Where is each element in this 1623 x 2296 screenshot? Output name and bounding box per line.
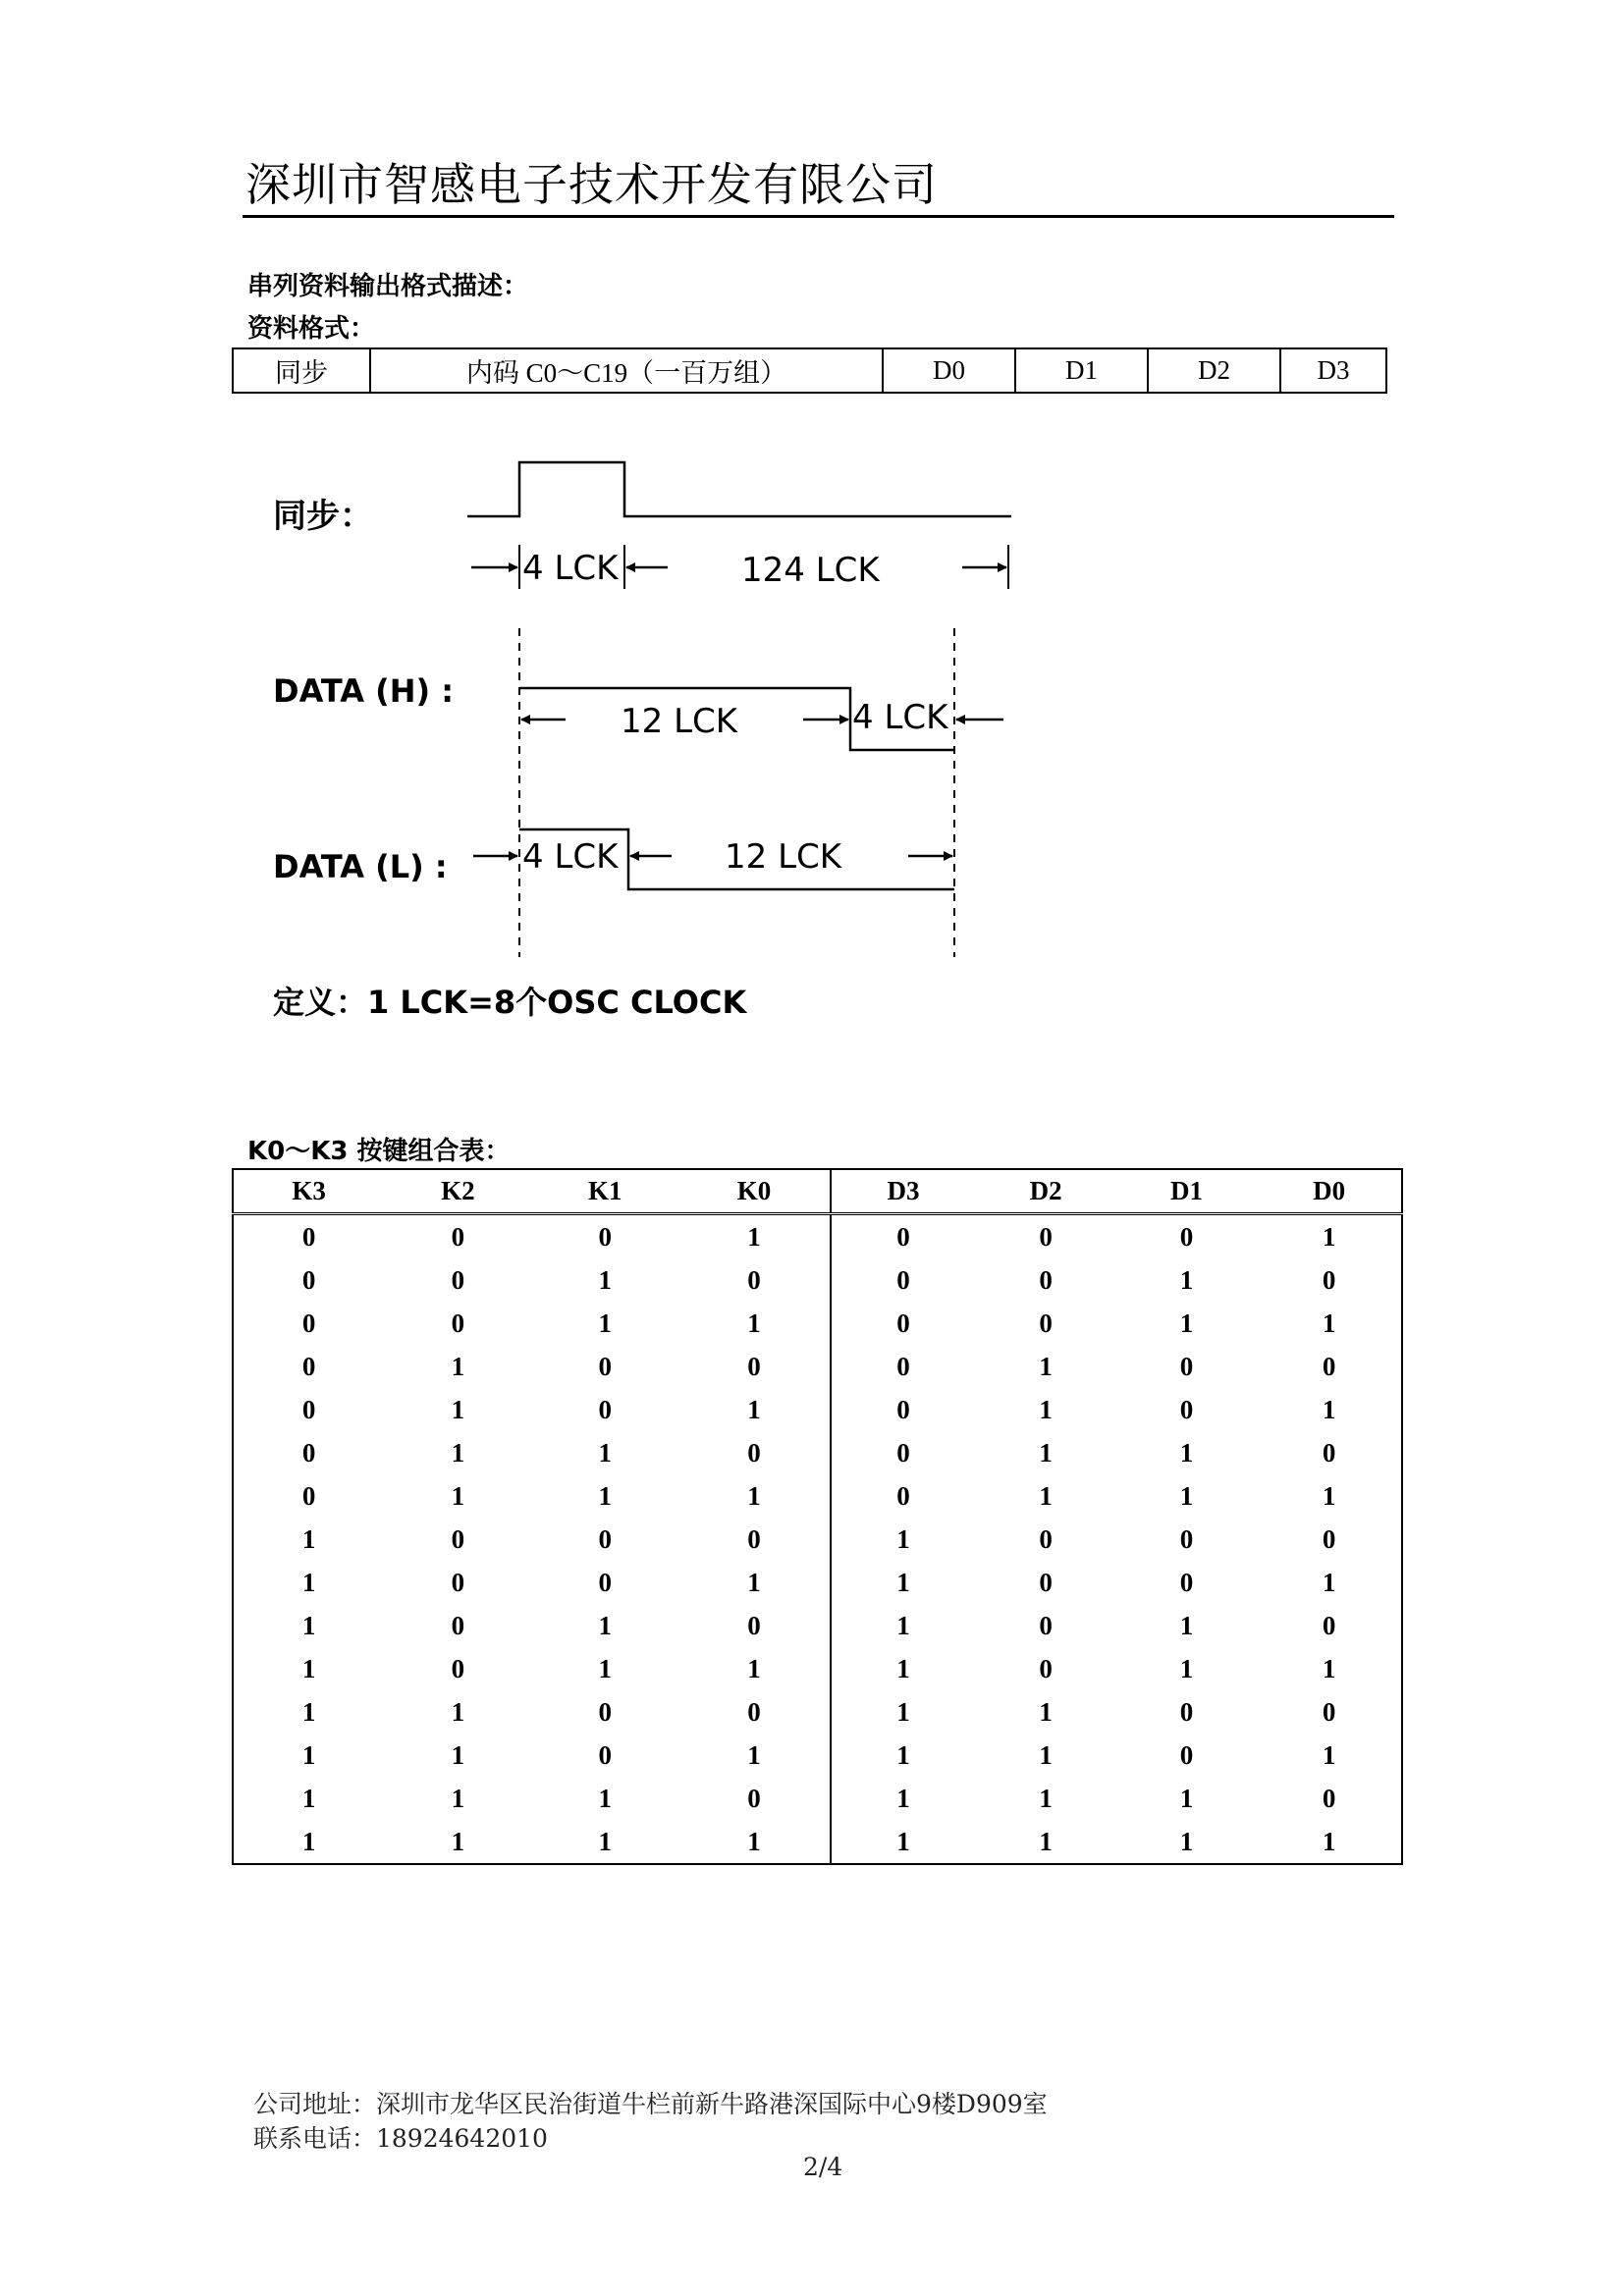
column-header-k2: K2 — [384, 1169, 531, 1214]
table-cell: 1 — [1322, 1308, 1336, 1338]
table-cell: 0 — [301, 1394, 316, 1424]
table-cell: 0 — [598, 1351, 613, 1381]
table-cell: 1 — [301, 1610, 316, 1640]
table-cell: 1 — [1039, 1480, 1053, 1511]
format-subtitle: 资料格式： — [247, 314, 376, 344]
table-cell: 1 — [1322, 1480, 1336, 1511]
table-row — [233, 1690, 1402, 1734]
table-cell: 1 — [1322, 1221, 1336, 1252]
table-cell: 1 — [747, 1826, 761, 1856]
table-cell: 1 — [1039, 1826, 1053, 1856]
table-cell: 1 — [747, 1739, 761, 1770]
table-cell: 1 — [1039, 1437, 1053, 1468]
table-cell: 0 — [598, 1523, 613, 1554]
table-cell: 0 — [301, 1308, 316, 1338]
table-cell: 0 — [1179, 1394, 1194, 1424]
table-cell: 0 — [1179, 1523, 1194, 1554]
table-cell: 0 — [831, 1302, 976, 1345]
table-cell: 0 — [747, 1264, 761, 1295]
table-cell: 0 — [451, 1653, 465, 1683]
table-row — [233, 1214, 1402, 1259]
table-cell: 0 — [747, 1523, 761, 1554]
table-cell: 1 — [451, 1351, 465, 1381]
table-cell: 1 — [747, 1221, 761, 1252]
table-cell: 1 — [1322, 1739, 1336, 1770]
format-cell-code: 内码 C0～C19（一百万组） — [370, 348, 883, 393]
table-cell: 1 — [831, 1647, 976, 1690]
table-cell: 0 — [1039, 1523, 1053, 1554]
data-h-label: DATA (H) : — [273, 672, 455, 710]
table-cell: 0 — [451, 1308, 465, 1338]
column-header-k1: K1 — [531, 1169, 678, 1214]
table-cell: 0 — [747, 1696, 761, 1727]
column-header-d1: D1 — [1116, 1169, 1257, 1214]
table-cell: 1 — [1179, 1610, 1194, 1640]
format-cell-d0: D0 — [883, 348, 1015, 393]
table-cell: 0 — [1039, 1221, 1053, 1252]
table-cell: 1 — [831, 1734, 976, 1777]
key-combination-table — [232, 1168, 1403, 1865]
table-cell: 1 — [451, 1696, 465, 1727]
table-cell: 0 — [1179, 1567, 1194, 1597]
table-cell: 0 — [1322, 1610, 1336, 1640]
company-title: 深圳市智感电子技术开发有限公司 — [245, 158, 938, 211]
table-cell: 0 — [301, 1437, 316, 1468]
table-cell: 1 — [831, 1561, 976, 1604]
table-cell: 0 — [301, 1264, 316, 1295]
table-cell: 1 — [1179, 1308, 1194, 1338]
table-cell: 0 — [1322, 1523, 1336, 1554]
table-cell: 0 — [747, 1610, 761, 1640]
format-cell-sync: 同步 — [233, 348, 370, 393]
table-cell: 1 — [747, 1308, 761, 1338]
table-cell: 1 — [598, 1308, 613, 1338]
table-cell: 0 — [451, 1264, 465, 1295]
table-row — [233, 1777, 1402, 1820]
table-cell: 0 — [1039, 1567, 1053, 1597]
table-cell: 1 — [1179, 1437, 1194, 1468]
table-cell: 0 — [1039, 1308, 1053, 1338]
table-cell: 0 — [831, 1345, 976, 1388]
table-cell: 1 — [598, 1783, 613, 1813]
table-cell: 1 — [598, 1480, 613, 1511]
table-cell: 1 — [1322, 1826, 1336, 1856]
table-row — [233, 1474, 1402, 1518]
table-cell: 1 — [301, 1826, 316, 1856]
table-cell: 1 — [1039, 1351, 1053, 1381]
table-cell: 1 — [301, 1523, 316, 1554]
table-cell: 1 — [1322, 1394, 1336, 1424]
company-address: 公司地址：深圳市龙华区民治街道牛栏前新牛路港深国际中心9楼D909室 — [253, 2090, 1048, 2118]
table-cell: 1 — [301, 1653, 316, 1683]
table-cell: 0 — [598, 1567, 613, 1597]
table-row — [233, 1258, 1402, 1302]
table-cell: 1 — [1039, 1783, 1053, 1813]
table-row — [233, 1518, 1402, 1561]
table-cell: 1 — [301, 1783, 316, 1813]
table-cell: 0 — [831, 1258, 976, 1302]
table-cell: 0 — [1322, 1264, 1336, 1295]
table-cell: 1 — [451, 1480, 465, 1511]
table-cell: 1 — [598, 1653, 613, 1683]
table-cell: 1 — [747, 1567, 761, 1597]
table-cell: 0 — [598, 1696, 613, 1727]
data-l-label: DATA (L) : — [273, 848, 448, 885]
table-cell: 1 — [598, 1437, 613, 1468]
table-cell: 0 — [1322, 1783, 1336, 1813]
table-header-row — [233, 1169, 1402, 1214]
table-cell: 0 — [1039, 1264, 1053, 1295]
table-row — [233, 1388, 1402, 1431]
format-section-title: 串列资料输出格式描述： — [247, 272, 529, 301]
table-cell: 1 — [598, 1826, 613, 1856]
table-cell: 0 — [1039, 1610, 1053, 1640]
table-cell: 1 — [1179, 1826, 1194, 1856]
table-row — [233, 1345, 1402, 1388]
table-cell: 1 — [831, 1820, 976, 1864]
timing-diagram — [0, 0, 1623, 1080]
table-cell: 1 — [747, 1394, 761, 1424]
table-row — [233, 1302, 1402, 1345]
table-cell: 0 — [1322, 1437, 1336, 1468]
table-cell: 0 — [451, 1567, 465, 1597]
table-cell: 0 — [451, 1523, 465, 1554]
table-cell: 1 — [1039, 1696, 1053, 1727]
table-cell: 1 — [598, 1264, 613, 1295]
table-cell: 0 — [301, 1351, 316, 1381]
column-header-k0: K0 — [678, 1169, 830, 1214]
table-cell: 1 — [1322, 1653, 1336, 1683]
table-cell: 1 — [831, 1777, 976, 1820]
table-row — [233, 1820, 1402, 1864]
table-cell: 0 — [598, 1739, 613, 1770]
format-cell-d3: D3 — [1280, 348, 1386, 393]
table-cell: 0 — [598, 1394, 613, 1424]
sync-waveform — [467, 462, 1011, 516]
table-cell: 0 — [747, 1351, 761, 1381]
table-row — [233, 1647, 1402, 1690]
table-cell: 0 — [1179, 1221, 1194, 1252]
table-body — [233, 1214, 1402, 1865]
sync-pulse-label: 4 LCK — [522, 549, 619, 588]
table-cell: 1 — [451, 1394, 465, 1424]
table-cell: 0 — [747, 1437, 761, 1468]
table-cell: 0 — [1179, 1739, 1194, 1770]
data-h-short-label: 4 LCK — [852, 698, 948, 737]
table-cell: 0 — [1039, 1653, 1053, 1683]
table-cell: 1 — [1039, 1394, 1053, 1424]
table-cell: 1 — [451, 1739, 465, 1770]
table-cell: 0 — [1179, 1351, 1194, 1381]
page-number: 2/4 — [803, 2153, 843, 2181]
table-cell: 0 — [831, 1474, 976, 1518]
table-cell: 0 — [598, 1221, 613, 1252]
table-cell: 1 — [1179, 1264, 1194, 1295]
table-cell: 0 — [1322, 1351, 1336, 1381]
data-l-short-label: 4 LCK — [522, 837, 619, 877]
table-row — [233, 1431, 1402, 1474]
data-l-long-label: 12 LCK — [725, 837, 842, 877]
table-cell: 1 — [598, 1610, 613, 1640]
table-cell: 1 — [747, 1653, 761, 1683]
table-cell: 0 — [451, 1221, 465, 1252]
table-cell: 0 — [451, 1610, 465, 1640]
table-cell: 0 — [831, 1214, 976, 1259]
table-cell: 1 — [1179, 1653, 1194, 1683]
column-header-d0: D0 — [1257, 1169, 1402, 1214]
table-cell: 1 — [1039, 1739, 1053, 1770]
column-header-d3: D3 — [831, 1169, 976, 1214]
column-header-d2: D2 — [975, 1169, 1115, 1214]
table-cell: 1 — [831, 1690, 976, 1734]
table-cell: 1 — [301, 1696, 316, 1727]
sync-rest-label: 124 LCK — [741, 551, 880, 590]
sync-label: 同步： — [273, 497, 373, 536]
keys-section-title: K0～K3 按键组合表： — [247, 1137, 511, 1166]
table-cell: 1 — [831, 1604, 976, 1647]
column-header-k3: K3 — [233, 1169, 384, 1214]
lck-definition: 定义：1 LCK=8个OSC CLOCK — [273, 984, 747, 1021]
table-cell: 1 — [451, 1783, 465, 1813]
table-cell: 1 — [1179, 1783, 1194, 1813]
table-cell: 1 — [301, 1567, 316, 1597]
table-row — [233, 1604, 1402, 1647]
table-cell: 0 — [831, 1388, 976, 1431]
table-cell: 1 — [1322, 1567, 1336, 1597]
table-cell: 1 — [301, 1739, 316, 1770]
table-cell: 0 — [747, 1783, 761, 1813]
table-cell: 1 — [451, 1826, 465, 1856]
table-cell: 1 — [747, 1480, 761, 1511]
table-cell: 0 — [1179, 1696, 1194, 1727]
table-cell: 1 — [1179, 1480, 1194, 1511]
table-cell: 0 — [831, 1431, 976, 1474]
table-cell: 1 — [451, 1437, 465, 1468]
format-cell-d2: D2 — [1148, 348, 1280, 393]
table-row — [233, 1734, 1402, 1777]
table-row — [233, 1561, 1402, 1604]
table-cell: 0 — [1322, 1696, 1336, 1727]
table-cell: 0 — [301, 1480, 316, 1511]
table-cell: 0 — [301, 1221, 316, 1252]
table-cell: 1 — [831, 1518, 976, 1561]
format-cell-d1: D1 — [1015, 348, 1148, 393]
data-h-long-label: 12 LCK — [621, 702, 738, 741]
contact-phone: 联系电话：18924642010 — [253, 2124, 548, 2153]
